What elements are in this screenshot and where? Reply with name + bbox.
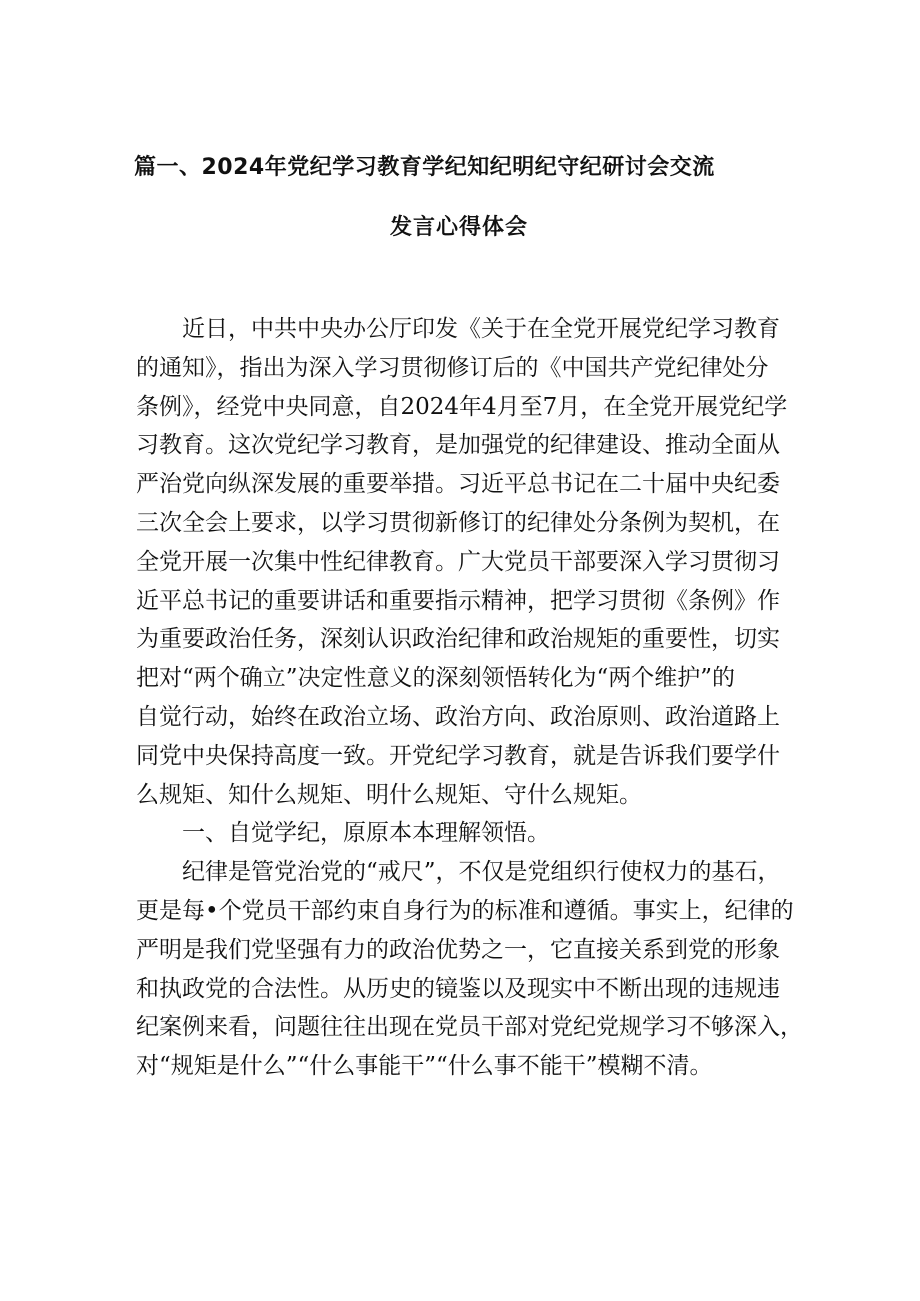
body-line: 对“规矩是什么”“什么事能干”“什么事不能干”模糊不清。 (136, 1053, 713, 1080)
body-line: 纪律是管党治党的“戒尺”，不仅是党组织行使权力的基石， (182, 859, 781, 886)
body-line: 近平总书记的重要讲话和重要指示精神，把学习贯彻《条例》作 (136, 587, 780, 614)
document-title-line-2: 发言心得体会 (390, 215, 529, 240)
body-line: 严治党向纵深发展的重要举措。习近平总书记在二十届中央纪委 (136, 471, 780, 498)
body-line: 纪案例来看，问题往往出现在党员干部对党纪党规学习不够深入， (136, 1014, 803, 1041)
body-line: 的通知》，指出为深入学习贯彻修订后的《中国共产党纪律处分 (136, 354, 769, 381)
body-line: 自觉行动，始终在政治立场、政治方向、政治原则、政治道路上 (136, 703, 780, 730)
body-line: 三次全会上要求，以学习贯彻新修订的纪律处分条例为契机，在 (136, 509, 780, 536)
body-line: 同党中央保持高度一致。开党纪学习教育，就是告诉我们要学什 (136, 742, 780, 769)
body-line: 把对“两个确立”决定性意义的深刻领悟转化为“两个维护”的 (136, 665, 736, 692)
body-line: 为重要政治任务，深刻认识政治纪律和政治规矩的重要性，切实 (136, 626, 780, 653)
body-line: 严明是我们党坚强有力的政治优势之一，它直接关系到党的形象 (136, 936, 780, 963)
body-line: 和执政党的合法性。从历史的镜鉴以及现实中不断出现的违规违 (136, 975, 780, 1002)
document-title-line-1: 篇一、2024年党纪学习教育学纪知纪明纪守纪研讨会交流 (134, 155, 715, 180)
body-line: 习教育。这次党纪学习教育，是加强党的纪律建设、推动全面从 (136, 432, 780, 459)
document-body (136, 310, 803, 1086)
body-line: 更是每•个党员干部约束自身行为的标准和遵循。事实上，纪律的 (136, 897, 794, 924)
body-line: 全党开展一次集中性纪律教育。广大党员干部要深入学习贯彻习 (136, 548, 780, 575)
body-line: 么规矩、知什么规矩、明什么规矩、守什么规矩。 (136, 781, 642, 808)
body-line: 近日，中共中央办公厅印发《关于在全党开展党纪学习教育 (182, 316, 780, 342)
section-heading: 一、自觉学纪，原原本本理解领悟。 (182, 820, 550, 847)
body-line: 条例》，经党中央同意，自2024年4月至7月，在全党开展党纪学 (136, 393, 788, 420)
